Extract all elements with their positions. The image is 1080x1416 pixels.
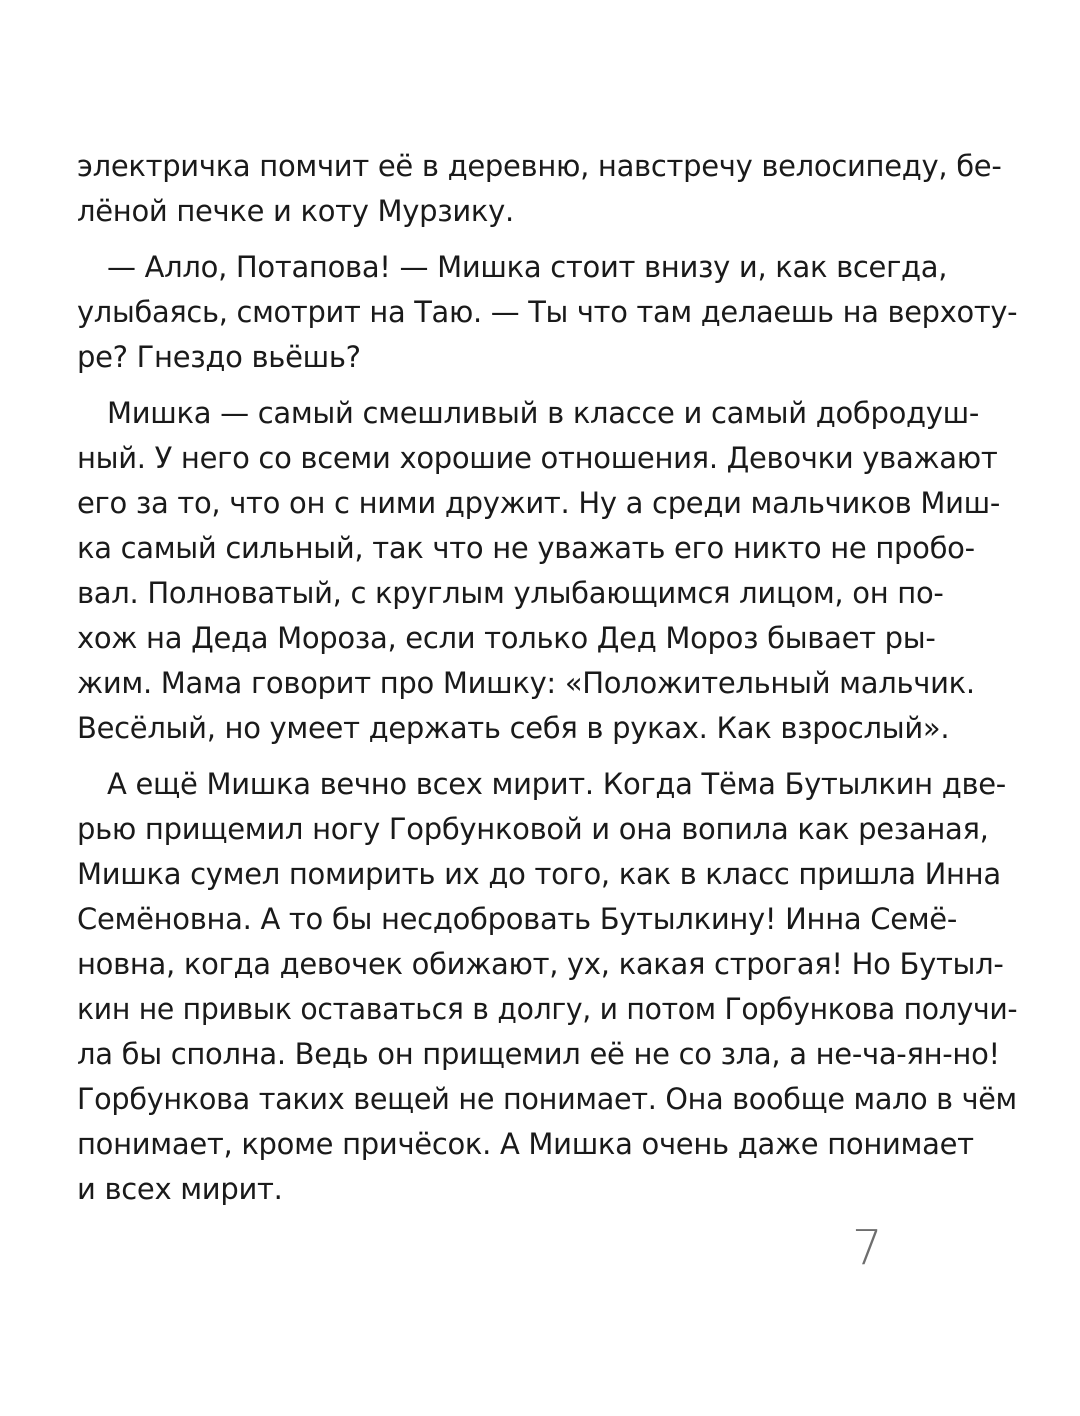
text-line: улыбаясь, смотрит на Таю. — Ты что там делаешь на верхоту- [77,295,1018,329]
text-line: вал. Полноватый, с круглым улыбающимся лицом, он по- [77,576,944,610]
text-line: лёной печке и коту Мурзику. [77,194,514,228]
text-line: его за то, что он с ними дружит. Ну а среди мальчиков Миш- [77,486,1001,520]
text-line: — Алло, Потапова! — Мишка стоит внизу и, как всегда, [107,250,948,284]
text-line: хож на Деда Мороза, если только Дед Мороз бывает ры- [77,621,936,655]
text-line: электричка помчит её в деревню, навстречу велосипеду, бе- [77,149,1002,183]
text-line: кин не привык оставаться в долгу, и потом Горбункова получи- [77,992,1018,1026]
text-line: Семёновна. А то бы несдобровать Бутылкину! Инна Семё- [77,902,958,936]
text-line: новна, когда девочек обижают, ух, какая строгая! Но Бутыл- [77,947,1004,981]
text-line: Горбункова таких вещей не понимает. Она вообще мало в чём [77,1082,1017,1116]
text-line: рью прищемил ногу Горбунковой и она вопила как резаная, [77,812,989,846]
text-line: Весёлый, но умеет держать себя в руках. Как взрослый». [77,711,950,745]
text-line: ре? Гнездо вьёшь? [77,340,361,374]
body-text [77,144,1017,1212]
text-line: А ещё Мишка вечно всех мирит. Когда Тёма Бутылкин две- [107,767,1006,801]
paragraph [77,245,1017,380]
paragraph [77,762,1017,1212]
text-line: ный. У него со всеми хорошие отношения. Девочки уважают [77,441,998,475]
page-number: 7 [852,1220,883,1276]
text-line: Мишка сумел помирить их до того, как в класс пришла Инна [77,857,1001,891]
paragraph [77,144,1017,234]
text-line: ка самый сильный, так что не уважать его никто не пробо- [77,531,975,565]
text-line: понимает, кроме причёсок. А Мишка очень даже понимает [77,1127,974,1161]
text-line: Мишка — самый смешливый в классе и самый добродуш- [107,396,980,430]
paragraph [77,391,1017,751]
text-line: ла бы сполна. Ведь он прищемил её не со зла, а не-ча-ян-но! [77,1037,1000,1071]
text-line: и всех мирит. [77,1172,283,1206]
text-line: жим. Мама говорит про Мишку: «Положительный мальчик. [77,666,975,700]
